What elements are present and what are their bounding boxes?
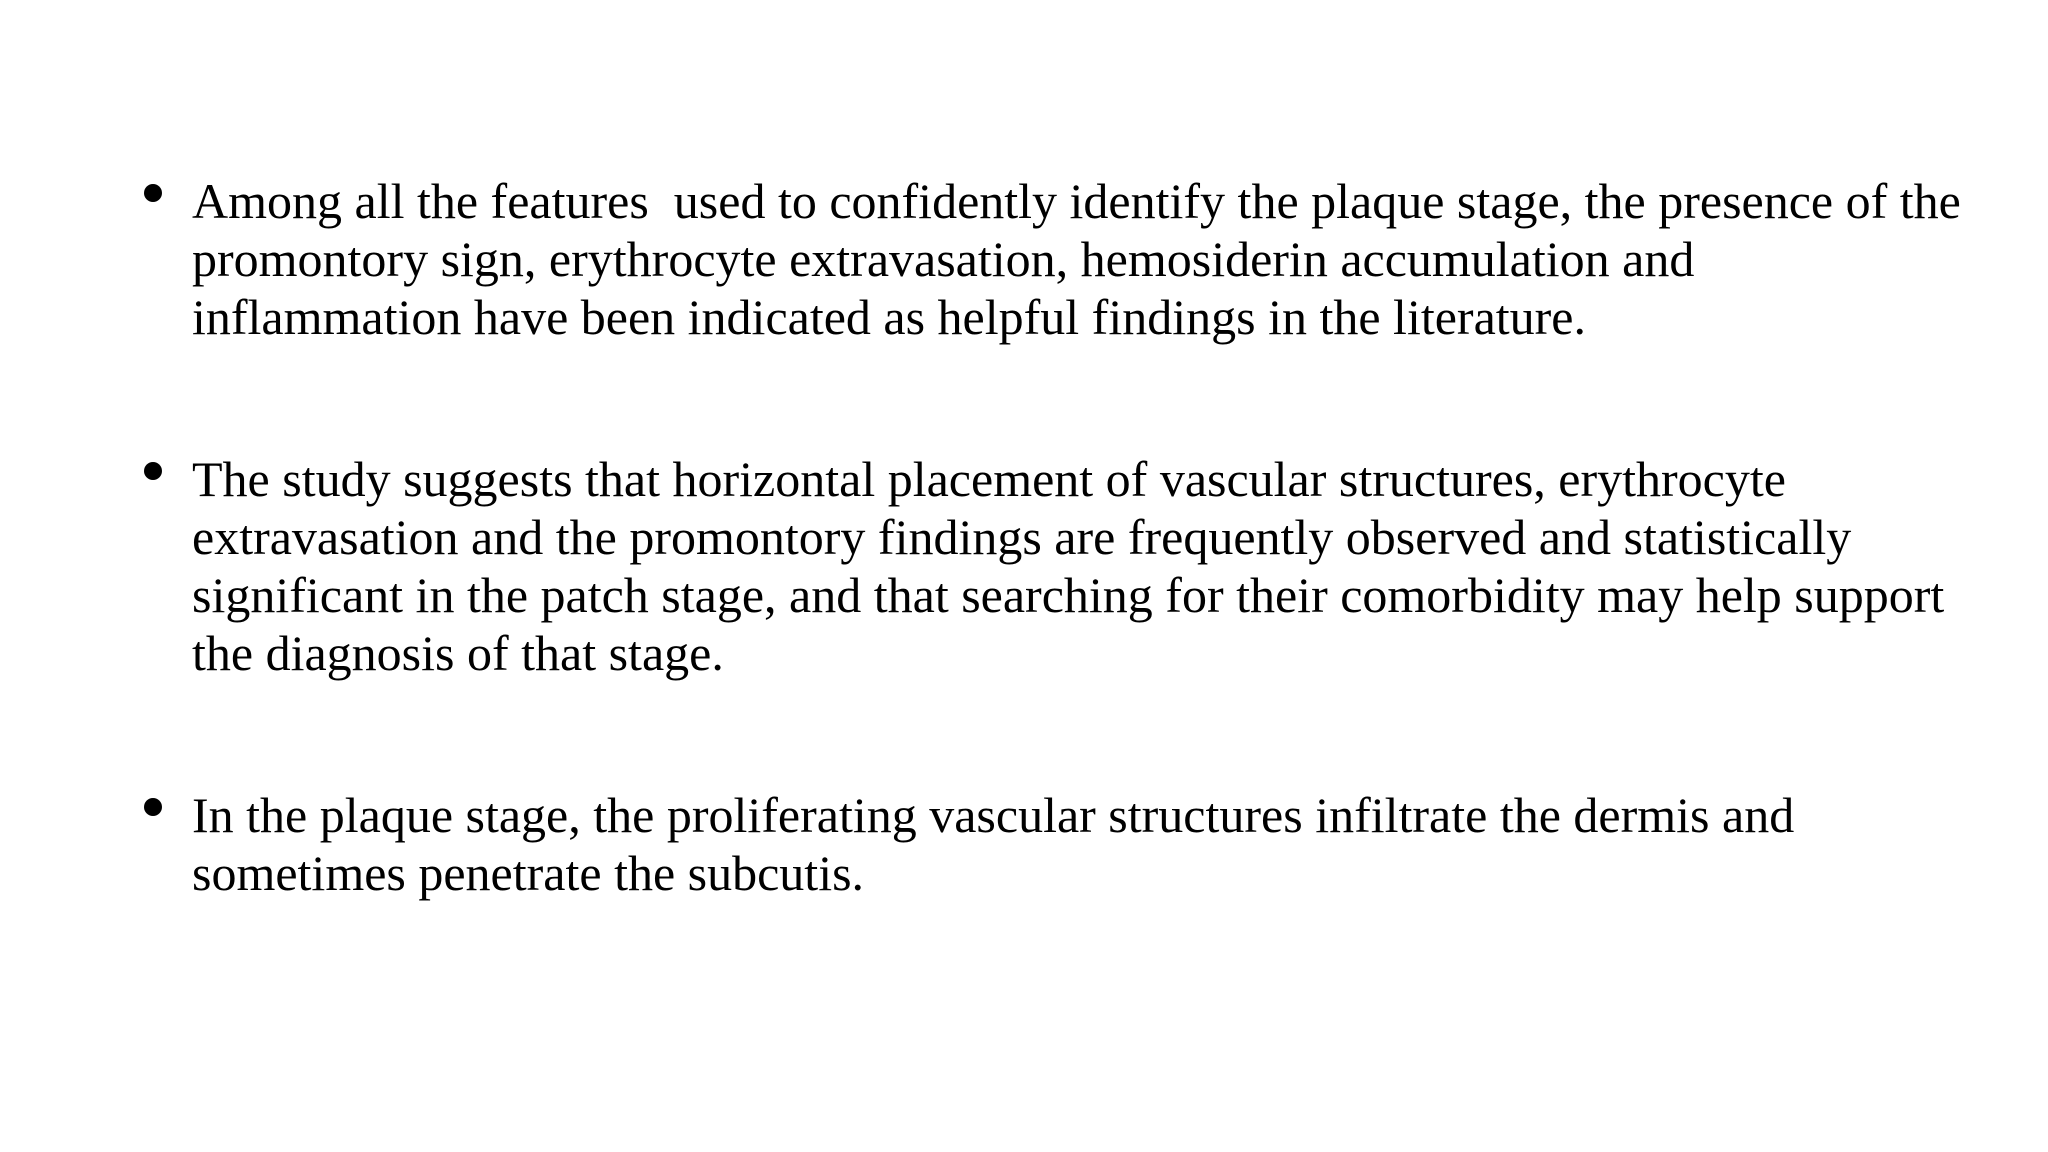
bullet-item-3: [140, 786, 1970, 902]
bullet-text: Among all the features used to confidently identify the plaque stage, the presence of the promontory sign, erythrocyte extravasation, hemosiderin accumulation and inflammation have been indicated as helpful findings in the literature.: [192, 173, 1974, 345]
bullet-text: In the plaque stage, the proliferating vascular structures infiltrate the dermis and sometimes penetrate the subcutis.: [192, 787, 1807, 901]
bullet-item-1: [140, 172, 1974, 346]
bullet-dot-icon: [144, 462, 162, 480]
bullet-list: [140, 172, 1974, 902]
bullet-dot-icon: [144, 184, 162, 202]
bullet-dot-icon: [144, 798, 162, 816]
bullet-item-2: [140, 450, 1970, 682]
bullet-text: The study suggests that horizontal placement of vascular structures, erythrocyte extravasation and the promontory findings are frequently observed and statistically significant in the patch stage, and that searching for their comorbidity may help support the diagnosis of that stage.: [192, 451, 1957, 681]
